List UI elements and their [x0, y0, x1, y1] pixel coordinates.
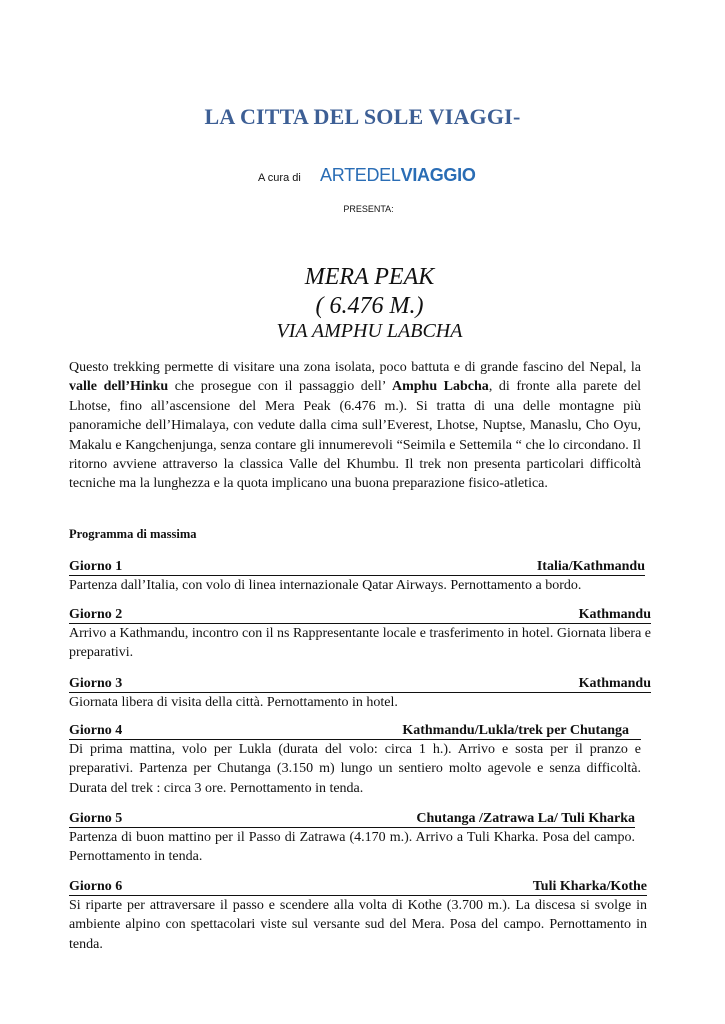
day-header [69, 723, 641, 740]
intro-paragraph [69, 358, 641, 494]
day-description: Di prima mattina, volo per Lukla (durata del volo: circa 1 h.). Arrivo e sosta per il pranzo e preparativi. Partenza per Chutanga (3.150 m) lungo un sentiero molto agevole e senza difficoltà. Durata del trek : circa 3 ore. Pernottamento in tenda. [69, 742, 641, 796]
day-label: Giorno 3 [69, 676, 123, 691]
day-label: Giorno 6 [69, 879, 123, 894]
day-description: Partenza dall’Italia, con volo di linea internazionale Qatar Airways. Pernottamento a bordo. [69, 578, 582, 593]
trip-altitude: ( 6.476 M.) [315, 293, 424, 319]
arte-del-viaggio-logo [320, 165, 476, 186]
intro-text-3: , di fronte alla parete del Lhotse, fino all’ascensione del Mera Peak (6.476 m.). Si tratta di una delle montagne più panoramiche dell’Himalaya, con vedute dalla cima sull’Everest, Lhotse, Nuptse, Manaslu, Cho Oyu, Makalu e Kangchenjunga, senza contare gli innumerevoli “Seimila e Settemila “ che lo circondano. Il ritorno avviene attraverso la classica Valle del Khumbu. Il trek non presenta particolari difficoltà tecniche ma la lunghezza e la quota implicano una buona preparazione fisico-atletica. [69, 379, 642, 492]
a-cura-di-label: A cura di [258, 172, 301, 184]
day-block-6 [69, 879, 647, 954]
day-route: Tuli Kharka/Kothe [532, 879, 647, 894]
day-header [69, 811, 635, 828]
day-label: Giorno 5 [69, 811, 123, 826]
intro-text-1: Questo trekking permette di visitare una zona isolata, poco battuta e di grande fascino del Nepal, la [69, 360, 641, 375]
logo-part-1: ARTE [320, 165, 367, 185]
day-header [69, 559, 645, 576]
presenta-label: PRESENTA: [343, 204, 394, 214]
day-route: Italia/Kathmandu [536, 559, 645, 574]
day-label: Giorno 4 [69, 723, 123, 738]
day-label: Giorno 2 [69, 607, 123, 622]
intro-text-2: che prosegue con il passaggio dell’ [168, 379, 392, 395]
intro-bold-2: Amphu Labcha [391, 379, 489, 395]
logo-part-2: DEL [366, 165, 401, 185]
day-route: Kathmandu/Lukla/trek per Chutanga [402, 723, 629, 738]
day-route: Kathmandu [578, 607, 651, 622]
day-label: Giorno 1 [69, 559, 123, 574]
trip-name: MERA PEAK [304, 264, 435, 290]
agency-title: LA CITTA DEL SOLE VIAGGI- [204, 104, 521, 129]
trip-route: VIA AMPHU LABCHA [276, 320, 463, 342]
day-block-3 [69, 676, 651, 712]
day-block-1 [69, 559, 645, 595]
day-description: Partenza di buon mattino per il Passo di Zatrawa (4.170 m.). Arrivo a Tuli Kharka. Posa del campo. Pernottamento in tenda. [69, 830, 635, 865]
day-header [69, 879, 647, 896]
day-header [69, 676, 651, 693]
day-block-4 [69, 723, 641, 798]
logo-part-3: VIAGGIO [400, 165, 476, 185]
intro-bold-1: valle dell’Hinku [69, 379, 169, 395]
day-route: Kathmandu [578, 676, 651, 691]
day-header [69, 607, 651, 624]
day-block-2 [69, 607, 651, 663]
day-description: Arrivo a Kathmandu, incontro con il ns Rappresentante locale e trasferimento in hotel. Giornata libera e preparativi. [69, 626, 651, 661]
day-description: Giornata libera di visita della città. Pernottamento in hotel. [69, 695, 398, 710]
day-description: Si riparte per attraversare il passo e scendere alla volta di Kothe (3.700 m.). La discesa si svolge in ambiente alpino con spettacolari viste sul versante sud del Mera. Posa del campo. Pernottamento in tenda. [69, 898, 647, 952]
day-block-5 [69, 811, 635, 867]
program-heading: Programma di massima [69, 527, 197, 541]
day-route: Chutanga /Zatrawa La/ Tuli Kharka [416, 811, 635, 826]
